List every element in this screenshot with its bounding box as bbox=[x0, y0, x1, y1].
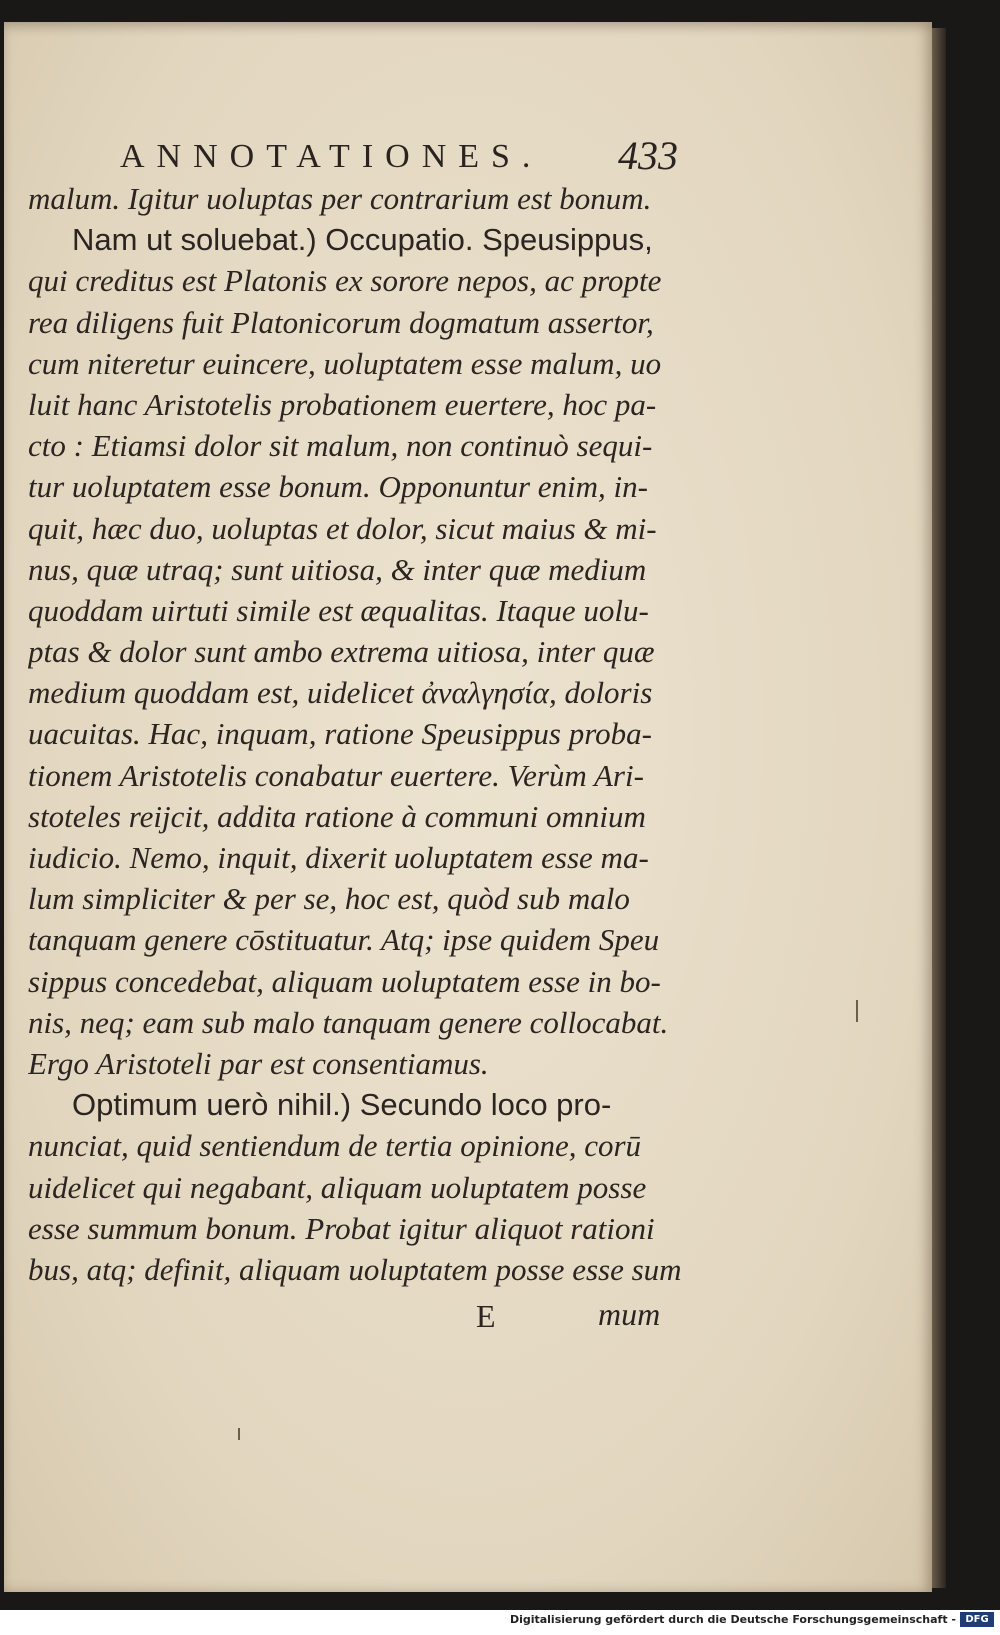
book-page-edge bbox=[932, 28, 946, 1588]
text-line: ptas & dolor sunt ambo extrema uitiosa, inter quæ bbox=[28, 634, 655, 670]
page-blemish bbox=[238, 1428, 240, 1440]
text-line: uidelicet qui negabant, aliquam uoluptatem posse bbox=[28, 1169, 647, 1205]
text-line: lum simpliciter & per se, hoc est, quòd sub malo bbox=[28, 881, 630, 917]
text-line: qui creditus est Platonis ex sorore nepos, ac propte bbox=[28, 263, 662, 299]
text-line: quit, hæc duo, uoluptas et dolor, sicut maius & mi- bbox=[28, 510, 657, 546]
page-number: 433 bbox=[618, 133, 678, 178]
text-line: bus, atq; definit, aliquam uoluptatem posse esse sum bbox=[28, 1251, 682, 1287]
text-line: quoddam uirtuti simile est æqualitas. Itaque uolu- bbox=[28, 592, 649, 628]
text-line: malum. Igitur uoluptas per contrarium est bonum. bbox=[28, 181, 652, 216]
text-line: nus, quæ utraq; sunt uitiosa, & inter quæ medium bbox=[28, 551, 647, 587]
page-blemish bbox=[856, 1000, 858, 1022]
text-line: tanquam genere cōstituatur. Atq; ipse quidem Speu bbox=[28, 922, 660, 958]
lemma-line: Nam ut soluebat.) Occupatio. Speusippus, bbox=[72, 222, 653, 258]
text-line: medium quoddam est, uidelicet ἀναλγησία, doloris bbox=[28, 675, 653, 711]
page-header bbox=[120, 132, 700, 182]
dfg-logo: DFG bbox=[960, 1612, 994, 1627]
text-line: cto : Etiamsi dolor sit malum, non continuò sequi- bbox=[28, 428, 653, 464]
text-line: rea diligens fuit Platonicorum dogmatum assertor, bbox=[28, 304, 654, 340]
text-line: iudicio. Nemo, inquit, dixerit uoluptatem esse ma- bbox=[28, 840, 649, 875]
lemma-line: Optimum uerò nihil.) Secundo loco pro- bbox=[72, 1087, 612, 1123]
text-line: esse summum bonum. Probat igitur aliquot rationi bbox=[28, 1210, 655, 1246]
text-line: sippus concedebat, aliquam uoluptatem esse in bo- bbox=[28, 963, 661, 999]
text-line: Ergo Aristoteli par est consentiamus. bbox=[28, 1045, 489, 1081]
running-title: ANNOTATIONES. bbox=[120, 138, 543, 175]
text-line: nis, neq; eam sub malo tanquam genere collocabat. bbox=[28, 1004, 669, 1040]
signature-mark: E bbox=[476, 1298, 496, 1334]
text-line: tionem Aristotelis conabatur euertere. Verùm Ari- bbox=[28, 757, 644, 793]
text-line: uacuitas. Hac, inquam, ratione Speusippus proba- bbox=[28, 716, 652, 752]
text-line: tur uoluptatem esse bonum. Opponuntur enim, in- bbox=[28, 469, 648, 505]
funding-credit: Digitalisierung gefördert durch die Deutsche Forschungsgemeinschaft - bbox=[509, 1613, 956, 1626]
text-line: nunciat, quid sentiendum de tertia opinione, corū bbox=[28, 1128, 642, 1164]
catchword: mum bbox=[598, 1296, 661, 1332]
text-line: stoteles reijcit, addita ratione à communi omnium bbox=[28, 798, 646, 834]
text-line: cum niteretur euincere, uoluptatem esse malum, uo bbox=[28, 345, 662, 381]
text-line: luit hanc Aristotelis probationem euertere, hoc pa- bbox=[28, 386, 657, 422]
commentary-text bbox=[28, 178, 708, 1290]
